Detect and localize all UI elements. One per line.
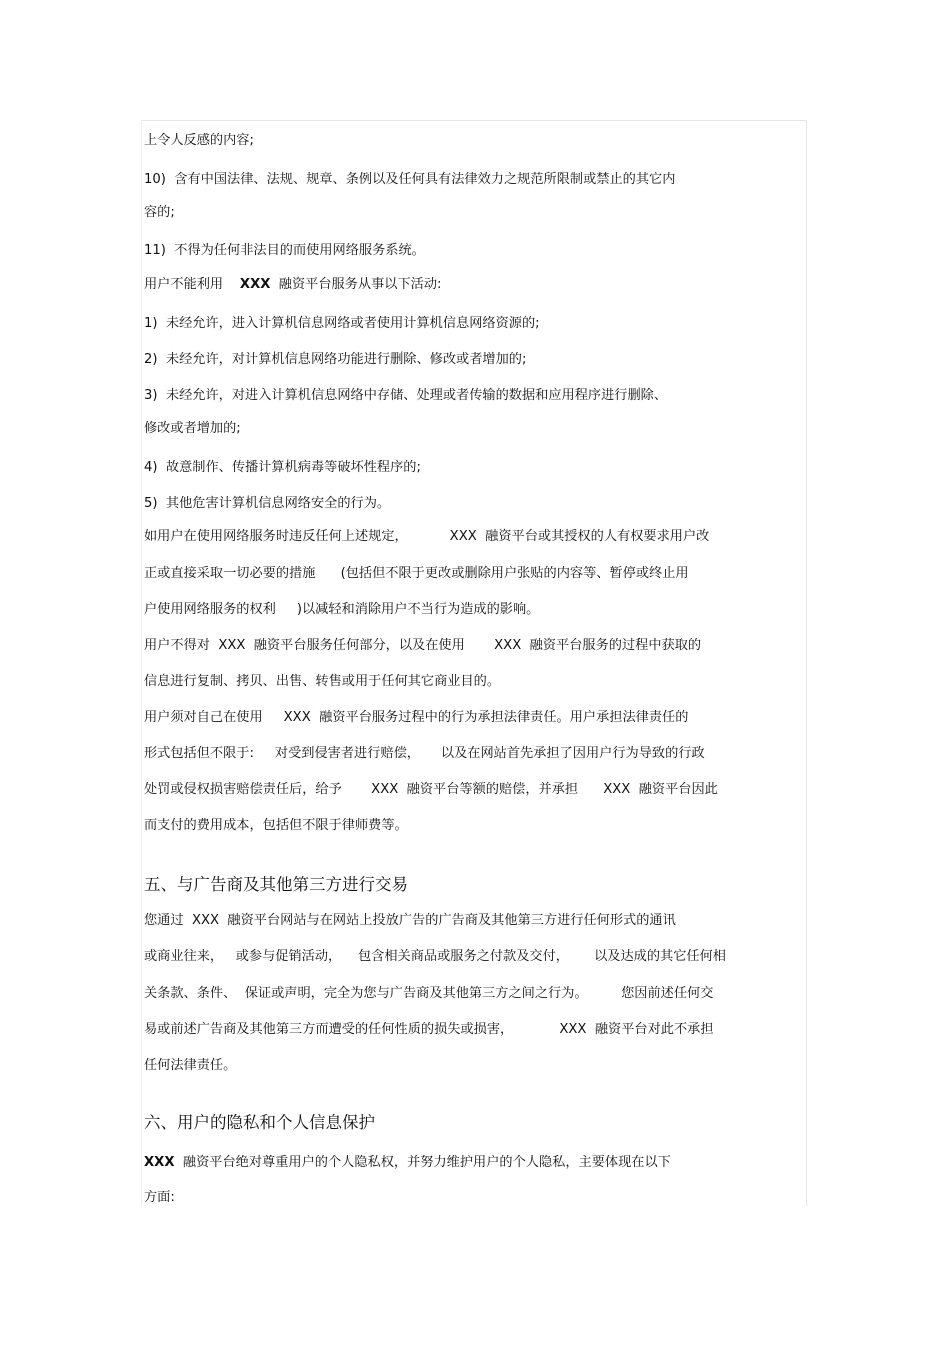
text-line: 正或直接采取一切必要的措施 (包括但不限于更改或删除用户张贴的内容等、暂停或终止用 <box>144 566 689 581</box>
text-line: 信息进行复制、拷贝、出售、转售或用于任何其它商业目的。 <box>144 674 501 689</box>
list-item: 4) 故意制作、传播计算机病毒等破坏性程序的; <box>144 460 421 475</box>
list-item: 5) 其他危害计算机信息网络安全的行为。 <box>144 496 391 511</box>
section-heading-privacy: 六、用户的隐私和个人信息保护 <box>144 1113 375 1132</box>
list-item: 2) 未经允许，对计算机信息网络功能进行删除、修改或者增加的; <box>144 352 527 367</box>
text-line-privacy <box>144 1153 671 1173</box>
section-heading-advertisers: 五、与广告商及其他第三方进行交易 <box>144 875 408 894</box>
text-line: 户使用网络服务的权利 )以减轻和消除用户不当行为造成的影响。 <box>144 602 540 617</box>
text-segment: 融资平台服务从事以下活动: <box>270 277 442 292</box>
text-line: 用户不得对 XXX 融资平台服务任何部分，以及在使用 XXX 融资平台服务的过程中获取的 <box>144 638 702 653</box>
text-line: 方面: <box>144 1190 175 1205</box>
text-line: 容的; <box>144 205 175 220</box>
text-line: 处罚或侵权损害赔偿责任后，给予 XXX 融资平台等额的赔偿，并承担 XXX 融资平台因此 <box>144 782 718 797</box>
brand-name: XXX <box>144 1155 175 1170</box>
list-item: 3) 未经允许，对进入计算机信息网络中存储、处理或者传输的数据和应用程序进行删除、 <box>144 388 668 403</box>
text-segment: 融资平台绝对尊重用户的个人隐私权，并努力维护用户的个人隐私，主要体现在以下 <box>182 1155 671 1170</box>
brand-name: XXX <box>239 277 271 292</box>
text-line: 任何法律责任。 <box>144 1058 237 1073</box>
text-line: 10) 含有中国法律、法规、规章、条例以及任何具有法律效力之规范所限制或禁止的其它内 <box>144 172 676 187</box>
list-item: 1) 未经允许，进入计算机信息网络或者使用计算机信息网络资源的; <box>144 316 540 331</box>
text-line: 用户须对自己在使用 XXX 融资平台服务过程中的行为承担法律责任。用户承担法律责任的 <box>144 710 689 725</box>
text-line: 而支付的费用成本，包括但不限于律师费等。 <box>144 818 408 833</box>
text-line: 修改或者增加的; <box>144 421 241 436</box>
text-line: 如用户在使用网络服务时违反任何上述规定， XXX 融资平台或其授权的人有权要求用户改 <box>144 529 710 544</box>
text-line: 您通过 XXX 融资平台网站与在网站上投放广告的广告商及其他第三方进行任何形式的通讯 <box>144 913 676 928</box>
text-line: 易或前述广告商及其他第三方而遭受的任何性质的损失或损害， XXX 融资平台对此不承担 <box>144 1022 714 1037</box>
text-line-user-cannot <box>144 275 442 295</box>
text-line: 上令人反感的内容; <box>144 133 254 148</box>
text-line: 或商业往来， 或参与促销活动， 包含相关商品或服务之付款及交付， 以及达成的其它任何相 <box>144 949 726 964</box>
text-line: 11) 不得为任何非法目的而使用网络服务系统。 <box>144 243 425 258</box>
text-line: 形式包括但不限于: 对受到侵害者进行赔偿， 以及在网站首先承担了因用户行为导致的行政 <box>144 746 705 761</box>
text-segment: 用户不能利用 <box>144 277 240 292</box>
text-line: 关条款、条件、 保证或声明，完全为您与广告商及其他第三方之间之行为。 您因前述任何交 <box>144 986 714 1001</box>
